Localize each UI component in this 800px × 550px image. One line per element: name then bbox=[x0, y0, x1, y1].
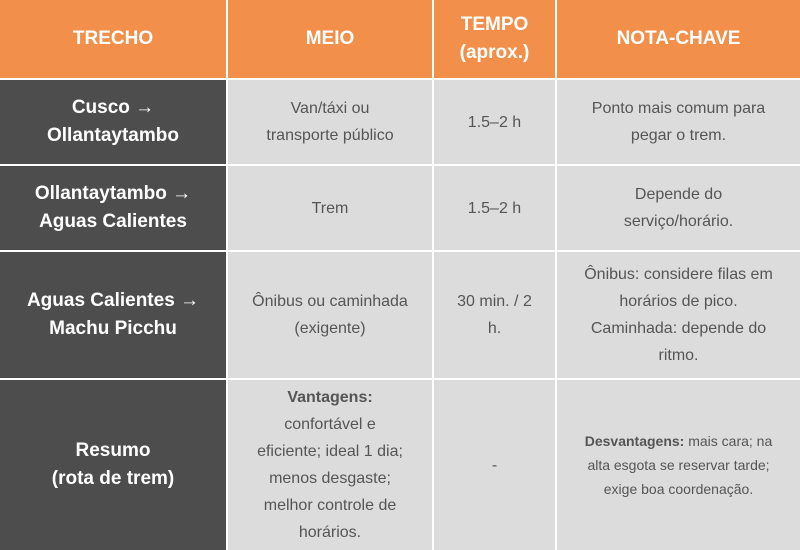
header-tempo: TEMPO (aprox.) bbox=[434, 0, 555, 78]
header-trecho: TRECHO bbox=[0, 0, 226, 78]
row-3-meio: Ônibus ou caminhada (exigente) bbox=[228, 252, 432, 378]
row-2-nota: Depende do serviço/horário. bbox=[557, 166, 800, 250]
row-2-trecho: Ollantaytambo → Aguas Calientes bbox=[0, 166, 226, 250]
row-3-tempo: 30 min. / 2 h. bbox=[434, 252, 555, 378]
summary-vantagens: Vantagens: confortável e eficiente; ideal 1 dia; menos desgaste; melhor controle de horários. bbox=[228, 380, 432, 550]
row-1-nota: Ponto mais comum para pegar o trem. bbox=[557, 80, 800, 164]
row-1-trecho: Cusco → Ollantaytambo bbox=[0, 80, 226, 164]
row-2-tempo: 1.5–2 h bbox=[434, 166, 555, 250]
row-1-meio: Van/táxi ou transporte público bbox=[228, 80, 432, 164]
desvantagens-label: Desvantagens: bbox=[584, 433, 685, 449]
header-meio: MEIO bbox=[228, 0, 432, 78]
row-2-meio: Trem bbox=[228, 166, 432, 250]
row-3-trecho: Aguas Calientes → Machu Picchu bbox=[0, 252, 226, 378]
summary-desvantagens: Desvantagens: mais cara; na alta esgota se reservar tarde; exige boa coordenação. bbox=[557, 380, 800, 550]
row-1-tempo: 1.5–2 h bbox=[434, 80, 555, 164]
row-3-nota: Ônibus: considere filas em horários de pico. Caminhada: depende do ritmo. bbox=[557, 252, 800, 378]
summary-tempo: - bbox=[434, 380, 555, 550]
header-nota-chave: NOTA-CHAVE bbox=[557, 0, 800, 78]
summary-trecho: Resumo (rota de trem) bbox=[0, 380, 226, 550]
vantagens-label: Vantagens: bbox=[287, 389, 373, 406]
